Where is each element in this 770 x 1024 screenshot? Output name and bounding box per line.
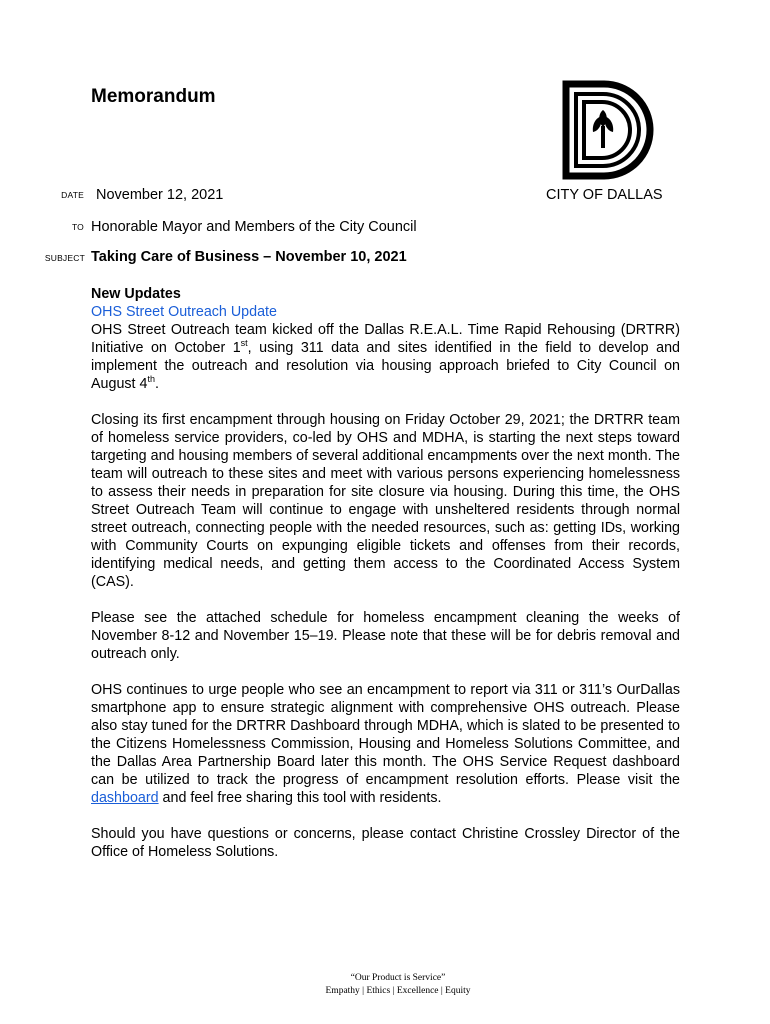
city-name: CITY OF DALLAS	[546, 187, 663, 203]
footer-motto: “Our Product is Service”	[350, 973, 446, 983]
footer-values: Empathy | Ethics | Excellence | Equity	[325, 986, 471, 996]
subsection-heading: OHS Street Outreach Update	[91, 304, 277, 320]
paragraph-2: Closing its first encampment through housing on Friday October 29, 2021; the DRTRR team of homeless service providers, co-led by OHS and MDHA, is starting the next steps toward targeting and housing members of several additional encampments over the next month. The team will outreach to these sites and meet with various persons experiencing homelessness to assess their needs in preparation for site closure via housing. During this time, the OHS Street Outreach Team will continue to engage with unsheltered residents through normal street outreach, connecting people with the needed resources, such as: getting IDs, working with Community Courts on expunging eligible tickets and offenses from their records, identifying medical needs, and getting them access to the Coordinated Access System (CAS).	[91, 412, 680, 590]
paragraph-1	[91, 285, 680, 393]
date-label: DATE	[61, 190, 84, 200]
paragraph-4	[91, 681, 680, 807]
superscript-st: st	[240, 338, 248, 349]
footer	[0, 972, 770, 998]
paragraph-1-text-c: .	[154, 376, 159, 392]
memo-date: November 12, 2021	[96, 187, 224, 203]
memo-recipient: Honorable Mayor and Members of the City Council	[91, 219, 417, 235]
paragraph-4-text-b: and feel free sharing this tool with residents.	[158, 790, 442, 806]
paragraph-5: Should you have questions or concerns, please contact Christine Crossley Director of the Office of Homeless Solutions.	[91, 826, 680, 860]
paragraph-3: Please see the attached schedule for homeless encampment cleaning the weeks of November 8-12 and November 15–19. Please note that these will be for debris removal and outreach only.	[91, 610, 680, 662]
superscript-th: th	[147, 374, 155, 385]
paragraph-1-text-b: , using 311 data and sites identified in the field to develop and implement the outreach and resolution via housing approach briefed to City Council on August 4	[91, 340, 680, 392]
memo-title: Memorandum	[91, 86, 216, 107]
memo-subject: Taking Care of Business – November 10, 2021	[91, 249, 407, 265]
subject-label: SUBJECT	[44, 253, 85, 263]
section-heading: New Updates	[91, 286, 181, 302]
city-of-dallas-logo	[562, 80, 654, 180]
to-label: TO	[71, 222, 84, 232]
paragraph-1-text-a: OHS Street Outreach team kicked off the Dallas R.E.A.L. Time Rapid Rehousing (DRTRR) Initiative on October 1	[91, 322, 680, 356]
dashboard-link[interactable]: dashboard	[91, 790, 159, 806]
paragraph-4-text-a: OHS continues to urge people who see an encampment to report via 311 or 311’s OurDallas smartphone app to ensure strategic alignment with comprehensive OHS outreach. Please also stay tuned for the DRTRR Dashboard through MDHA, which is slated to be presented to the Citizens Homelessness Commission, Housing and Homeless Solutions Committee, and the Dallas Area Partnership Board later this month. The OHS Service Request dashboard can be utilized to track the progress of encampment resolution efforts. Please visit the	[91, 682, 680, 788]
memo-body	[91, 285, 680, 879]
